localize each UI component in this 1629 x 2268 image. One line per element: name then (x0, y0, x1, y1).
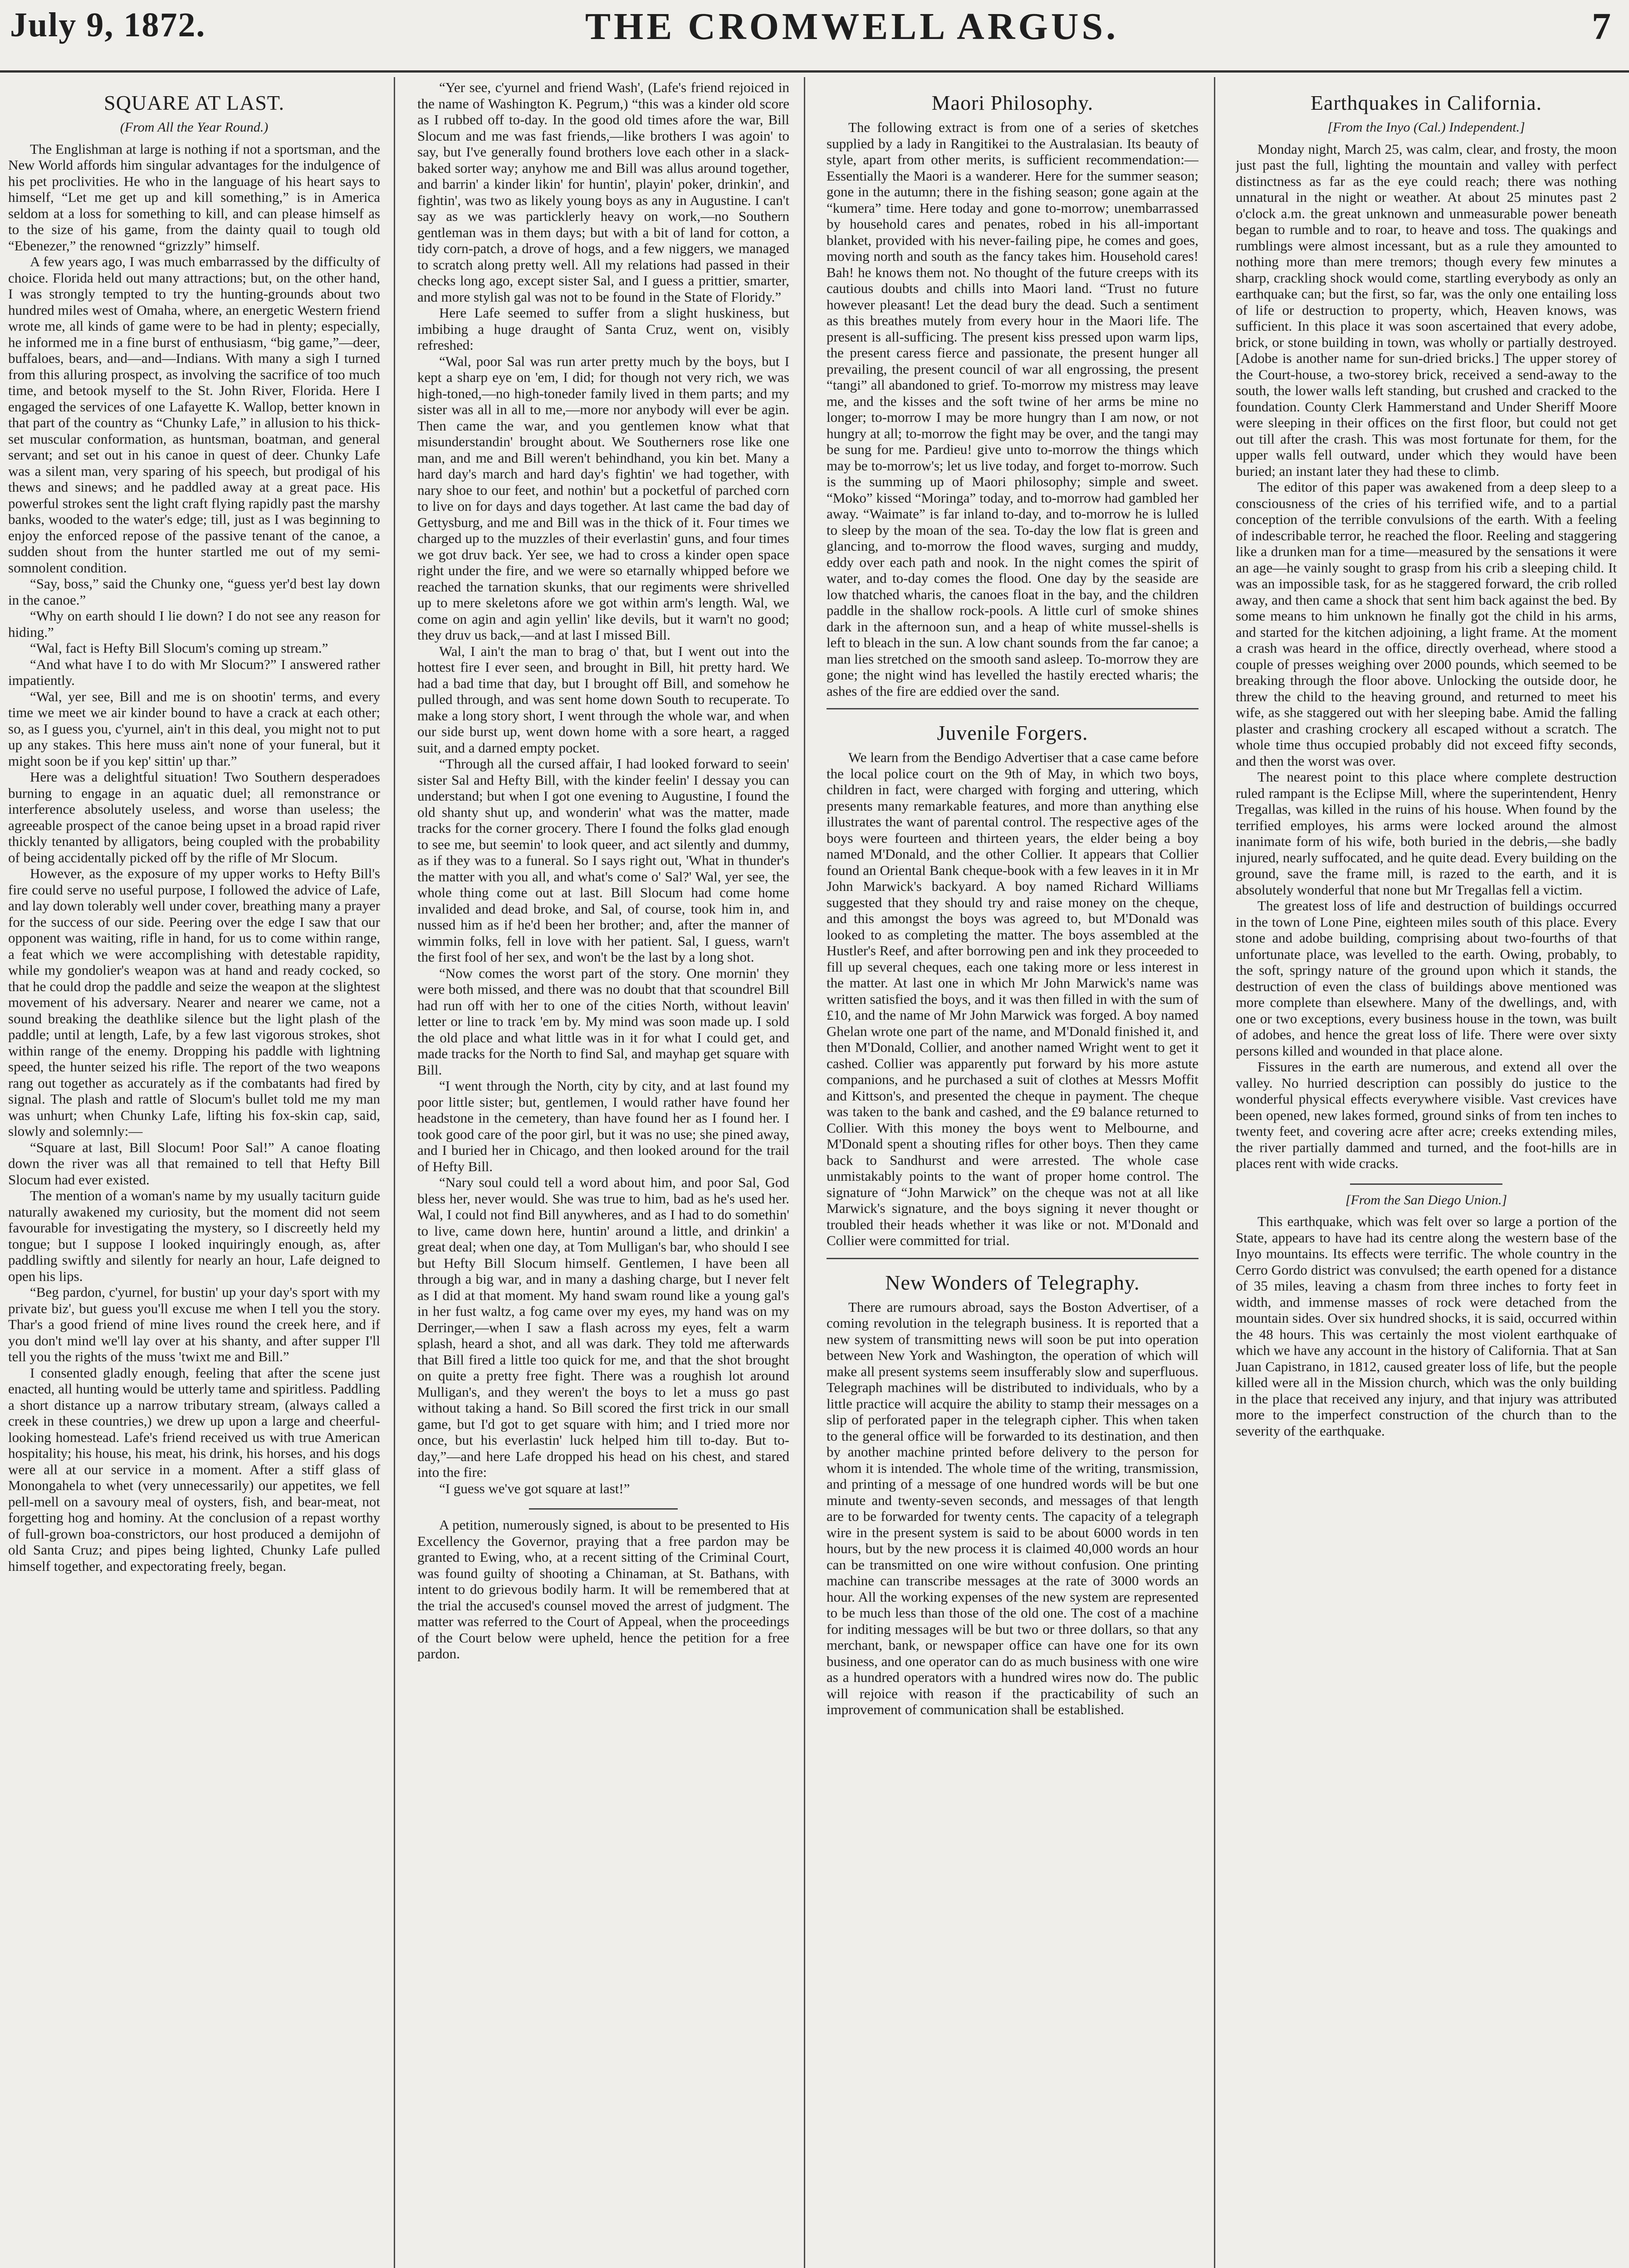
paragraph: A few years ago, I was much embarrassed by the difficulty of choice. Florida held out many attractions; but, on the other hand, I was strongly tempted to try the hunting-grounds about two hundred miles west of Omaha, where, an energetic Western friend wrote me, all kinds of game were to be had in plenty; especially, he informed me in a fine burst of enthusiasm, “big game,”—deer, buffaloes, bears, and—and—Indians. With many a sigh I turned from this alluring prospect, as involving the sacrifice of too much time, and betook myself to the St. John River, Florida. Here I engaged the services of one Lafayette K. Wallop, better known in that part of the country as “Chunky Lafe,” in allusion to his thick-set muscular conformation, as huntsman, boatman, and general servant; and set out in his canoe in quest of deer. Chunky Lafe was a silent man, very sparing of his speech, but prodigal of his thews and sinews; and he paddled away at a great pace. His powerful strokes sent the light craft flying rapidly past the marshy banks, wooded to the water's edge; till, just as I was beginning to enjoy the enforced repose of the passive tenant of the canoe, a sudden shout from the hunter startled me out of my semi-somnolent condition. (8, 254, 380, 576)
article-divider (827, 1258, 1199, 1259)
paragraph: “Say, boss,” said the Chunky one, “guess yer'd best lay down in the canoe.” (8, 576, 380, 608)
paragraph: “Yer see, c'yurnel and friend Wash', (Lafe's friend rejoiced in the name of Washington K. Pegrum,) “this was a kinder old score as I rubbed off to-day. In the good old times afore the war, Bill Slocum and me was fast friends,—like brothers I was agoin' to say, but I've generally found brothers love each other in a slack-baked sorter way; anyhow me and Bill was allus around together, and barrin' a kinder likin' for huntin', playin' poker, drinkin', and fightin', was two as likely young boys as any in Augustine. I can't say as we was particklerly heavy on work,—no Southern gentleman was in them days; but with a bit of land for cotton, a tidy corn-patch, a drove of hogs, and a few niggers, we managed to scratch along pretty well. All my relations had passed in their checks long ago, except sister Sal, and I guess a prittier, smarter, and more stylish gal was not to be found in the State of Floridy.” (417, 79, 789, 305)
page-number: 7 (1592, 5, 1611, 48)
paragraph: A petition, numerously signed, is about to be presented to His Excellency the Governor, praying that a free pardon may be granted to Ewing, who, at a recent sitting of the Criminal Court, was found guilty of shooting a Chinaman, at St. Bathans, with intent to do grievous bodily harm. It will be remembered that at the trial the accused's counsel moved the arrest of judgment. The matter was referred to the Court of Appeal, when the proceedings of the Court below were upheld, hence the petition for a free pardon. (417, 1517, 789, 1662)
paragraph: “I guess we've got square at last!” (439, 1480, 630, 1496)
article-title-juvenile-forgers: Juvenile Forgers. (937, 721, 1088, 744)
paragraph: The Englishman at large is nothing if not a sportsman, and the New World affords him singular advantages for the indulgence of his pet proclivities. He who in the language of his heart says to himself, “Let me get up and kill something,” is in America seldom at a loss for something to kill, and can please himself as to the size of his game, from the dainty quail to tough old “Ebenezer,” the renowned “grizzly” himself. (8, 141, 380, 254)
article-title-maori-philosophy: Maori Philosophy. (931, 91, 1094, 114)
column-1 (8, 79, 380, 2268)
paragraph: “Wal, poor Sal was run arter pretty much by the boys, but I kept a sharp eye on 'em, I did; for though not very rich, we was high-toned,—no high-toneder family lived in them parts; and my sister was all in all to me,—more nor anybody will ever be agin. Then came the war, and you gentlemen know what that misunderstandin' brought about. We Southerners rose like one man, and me and Bill weren't behindhand, you kin bet. Many a hard day's march and hard day's fightin' we had together, with nary shoe to our feet, and nothin' but a pocketful of parched corn to live on for days and days together. At last came the bad day of Gettysburg, and me and Bill was in the thick of it. Four times we charged up to the muzzles of their everlastin' guns, and four times we got druv back. Yer see, we had to cross a kinder open space right under the fire, and we were so etarnally whipped before we reached the tarnation skunks, that our regiments were shrivelled up to mere skeletons afore we got within arm's length. Wal, we come on agin and agin yellin' like devils, but it warn't no good; they druv us back,—and at last I missed Bill. (417, 353, 789, 643)
article-title-new-wonders-of-telegraphy: New Wonders of Telegraphy. (885, 1271, 1140, 1294)
issue-date: July 9, 1872. (10, 6, 206, 44)
paragraph: Here was a delightful situation! Two Southern desperadoes burning to engage in an aquatic duel; all remonstrance or interference absolutely useless, and worse than useless; the agreeable prospect of the canoe being upset in a broad rapid river thickly tenanted by alligators, being coupled with the probability of being accidentally picked off by the rifle of Mr Slocum. (8, 769, 380, 865)
column-divider (804, 77, 805, 2268)
masthead-rule (0, 70, 1629, 73)
article-source: (From All the Year Round.) (120, 120, 269, 135)
paragraph: This earthquake, which was felt over so large a portion of the State, appears to have had its centre along the western base of the Inyo mountains. Its effects were terrific. The whole country in the Cerro Gordo district was convulsed; the earth opened for a distance of 35 miles, leaving a chasm from three inches to forty feet in width, and immense masses of rock were detached from the mountain sides. Over six hundred shocks, it is said, occurred within the 48 hours. This was certainly the most violent earthquake of which we have any account in the history of California. That at San Juan Capistrano, in 1812, caused greater loss of life, but the people killed were all in the Mission church, which was the only building in the place that received any injury, and that injury was attributed more to the imperfect construction of the church than to the severity of the earthquake. (1236, 1213, 1617, 1439)
paragraph: The nearest point to this place where complete destruction ruled rampant is the Eclipse Mill, where the superintendent, Henry Tregallas, was killed in the ruins of his house. When found by the terrified employes, his arms were locked around the almost inanimate form of his wife, both buried in the debris,—she badly injured, nearly suffocated, and he quite dead. Every building on the ground, save the frame mill, is razed to the earth, and it is absolutely wonderful that none but Mr Tregallas fell a victim. (1236, 769, 1617, 898)
paragraph: “And what have I to do with Mr Slocum?” I answered rather impatiently. (8, 656, 380, 688)
masthead (0, 0, 1629, 82)
column-4 (1236, 79, 1617, 2268)
newspaper-title: THE CROMWELL ARGUS. (585, 5, 1119, 48)
paragraph: Fissures in the earth are numerous, and extend all over the valley. No hurried description can possibly do justice to the wonderful physical effects everywhere visible. Vast crevices have been opened, new lakes formed, ground sinks of from ten inches to twenty feet, and covering acre after acre; creeks extending miles, the river partially dammed and turned, and the foot-hills are in places rent with wide cracks. (1236, 1059, 1617, 1171)
article-title-earthquakes-in-california: Earthquakes in California. (1310, 91, 1542, 114)
paragraph: However, as the exposure of my upper works to Hefty Bill's fire could serve no useful purpose, I followed the advice of Lafe, and lay down tolerably well under cover, breathing many a prayer for the success of our side. Peering over the edge I saw that our opponent was waiting, rifle in hand, for us to come within range, a feat which we were accomplishing with detestable rapidity, while my gondolier's weapon was at hand and ready cocked, so that he could drop the paddle and seize the weapon at the slightest movement of his adversary. Nearer and nearer we came, not a sound breaking the deathlike silence but the light plash of the paddle; until at length, Lafe, by a few last vigorous strokes, shot within range of the enemy. Dropping his paddle with lightning speed, the hunter seized his rifle. The report of the two weapons rang out together as accurately as if the combatants had fired by signal. The plash and rattle of Slocum's bullet told me my man was unhurt; when Chunky Lafe, lifting his fox-skin cap, said, slowly and solemnly:— (8, 865, 380, 1139)
paragraph: “Why on earth should I lie down? I do not see any reason for hiding.” (8, 608, 380, 640)
column-3 (827, 79, 1199, 2268)
paragraph: The editor of this paper was awakened from a deep sleep to a consciousness of the cries of his terrified wife, and to a partial conception of the terrible convulsions of the earth. With a feeling of indescribable terror, he reached the floor. Reeling and staggering like a drunken man for a time—measured by the sensations it were an age—he vainly sought to grasp from his crib a sleeping child. It was an impossible task, for as he staggered forward, the crib rolled away, and then came a shock that sent him back against the bed. By some means to him unknown he finally got the child in his arms, and started for the kitchen adjoining, a light frame. At the moment a crash was heard in the office, directly overhead, where stood a couple of presses weighing over 2000 pounds, which seemed to be breaking through the floor above. Unlocking the outside door, he threw the child to the heaving ground, and returned to meet his wife, as she staggered out with her sleeping babe. Amid the falling plaster and crashing crockery all escaped without a scratch. The whole time thus occupied probably did not exceed fifty seconds, and then the worst was over. (1236, 479, 1617, 769)
paragraph: “Nary soul could tell a word about him, and poor Sal, God bless her, never would. She was true to him, bad as he's used her. Wal, I could not find Bill anywheres, and as I had to do somethin' to live, came down here, huntin' around a little, and drinkin' a great deal; when one day, at Tom Mulligan's bar, who should I see but Hefty Bill Slocum himself. Gentlemen, I have been all through a big war, and in many a dashing charge, but I never felt as I did at that moment. My hand swam round like a young gal's in her fust waltz, a fog came over my eyes, my hand was on my Derringer,—when I saw a flash across my eyes, felt a warm splash, heard a shot, and all was dark. They told me afterwards that Bill fired a little too quick for me, and that the shot brought on quite a pretty free fight. There was a roughish lot around Mulligan's, and they weren't the boys to let a muss go past without taking a hand. So Bill scored the first trick in our small game, but I'd got to get square with him; and I tried more nor once, but his everlastin' luck helped him till to-day. But to-day,”—and here Lafe dropped his head on his chest, and stared into the fire: (417, 1174, 789, 1480)
paragraph: “Now comes the worst part of the story. One mornin' they were both missed, and there was no doubt that that scoundrel Bill had run off with her to one of the cities North, without leavin' letter or line to track 'em by. My mind was soon made up. I sold the old place and what little was in it for what I could get, and made tracks for the North to find Sal, and mayhap get square with Bill. (417, 965, 789, 1078)
article-source: [From the Inyo (Cal.) Independent.] (1327, 120, 1525, 135)
article-source: [From the San Diego Union.] (1345, 1192, 1507, 1207)
paragraph: “I went through the North, city by city, and at last found my poor little sister; but, gentlemen, I would rather have found her headstone in the cemetery, than have found her as I found her. I took good care of the poor girl, but it was no use; she pined away, and I buried her in Chicago, and then looked around for the trail of Hefty Bill. (417, 1078, 789, 1174)
paragraph: There are rumours abroad, says the Boston Advertiser, of a coming revolution in the telegraph business. It is reported that a new system of transmitting news will soon be put into operation between New York and Washington, the operation of which will make all present systems seem insufferably slow and superfluous. Telegraph machines will be distributed to individuals, who by a little practice will acquire the ability to stamp their messages on a slip of perforated paper in the telegraph cipher. This when taken to the general office will be forwarded to its destination, and then by another machine printed before delivery to the person for whom it is intended. The whole time of the writing, transmission, and printing of a message of one hundred words will be but one minute and twenty-seven seconds, and messages of that length are to be forwarded for twenty cents. The capacity of a telegraph wire in the present system is said to be about 6000 words in ten hours, but by the new process it is claimed 40,000 words an hour can be transmitted on one wire without confusion. One printing machine can transcribe messages at the rate of 3000 words an hour. All the working expenses of the new system are represented to be much less than those of the old one. The cost of a machine for inditing messages will be but two or three dollars, so that any merchant, bank, or newspaper office can have one for its own business, and one operator can do as much business with one wire as a hundred operators with a hundred wires now do. The public will rejoice with reason if the practicability of such an improvement of communication shall be established. (827, 1299, 1199, 1717)
paragraph: The greatest loss of life and destruction of buildings occurred in the town of Lone Pine, eighteen miles south of this place. Every stone and adobe building, comprising about two-fourths of that unfortunate place, was levelled to the earth. Owing, probably, to the soft, springy nature of the ground upon which it stands, the destruction of even the class of buildings above mentioned was more complete than elsewhere. Many of the dwellings, and, with one or two exceptions, every business house in the town, was built of adobes, and hence the great loss of life. There were over sixty persons killed and wounded in that place alone. (1236, 898, 1617, 1059)
paragraph: “Wal, fact is Hefty Bill Slocum's coming up stream.” (30, 640, 328, 656)
column-divider (1214, 77, 1215, 2268)
column-divider (394, 77, 395, 2268)
paragraph: Here Lafe seemed to suffer from a slight huskiness, but imbibing a huge draught of Santa Cruz, went on, visibly refreshed: (417, 305, 789, 353)
paragraph: The mention of a woman's name by my usually taciturn guide naturally awakened my curiosity, but the moment did not seem favourable for investigating the mystery, so I discreetly held my tongue; but I suppose I looked inquiringly enough, as, after paddling swiftly and silently for nearly an hour, Lafe deigned to open his lips. (8, 1188, 380, 1284)
paragraph: I consented gladly enough, feeling that after the scene just enacted, all hunting would be utterly tame and spiritless. Paddling a short distance up a narrow tributary stream, (always called a creek in these countries,) we drew up upon a large and cheerful-looking homestead. Lafe's friend received us with true American hospitality; his house, his meat, his drink, his horses, and his dogs were all at our service in a moment. After a stiff glass of Monongahela to whet (very unnecessarily) our appetites, we fell pell-mell on a savoury meal of oysters, fish, and bear-meat, not forgetting hog and hominy. At the conclusion of a repast worthy of full-grown boa-constrictors, our host produced a demijohn of old Santa Cruz; and pipes being lighted, Chunky Lafe pulled himself together, and expectorating freely, began. (8, 1364, 380, 1574)
article-divider (529, 1508, 678, 1510)
paragraph: Monday night, March 25, was calm, clear, and frosty, the moon just past the full, lighting the mountain and valley with perfect distinctness as far as the eye could reach; there was nothing unnatural in the night or weather. At about 25 minutes past 2 o'clock a.m. the great unknown and unmeasurable power beneath began to rumble and to roar, to heave and toss. The quakings and rumblings were almost incessant, but as a rule they amounted to nothing more than mere tremors; though every few minutes a sharp, crackling shock would come, startling everybody as only an earthquake can; but the first, so far, was the only one entailing loss of life or destruction to property, which, Heaven knows, was sufficient. In this place it was soon ascertained that every adobe, brick, or stone building in town, was wholly or partially destroyed. [Adobe is another name for sun-dried bricks.] The upper storey of the Court-house, a two-storey brick, received a send-away to the south, the lower walls left standing, but crushed and cracked to the foundation. County Clerk Hammerstand and Under Sheriff Moore were sleeping in their offices on the first floor, but could not get out till after the crash. This was most fortunate for them, for the upper walls fell outward, under which they would have been buried; an instant later they had these to climb. (1236, 141, 1617, 479)
article-divider (827, 708, 1199, 709)
paragraph: We learn from the Bendigo Advertiser that a case came before the local police court on the 9th of May, in which two boys, children in fact, were charged with forging and uttering, which presents many remarkable features, and more than anything else illustrates the want of parental control. The respective ages of the boys were fourteen and thirteen years, the elder being a boy named M'Donald, and the other Collier. It appears that Collier found an Oriental Bank cheque-book with a few leaves in it in Mr John Marwick's backyard. A boy named Richard Williams suggested that they should try and raise money on the cheque, and this amongst the boys was agreed to, but M'Donald was looked to as completing the matter. The boys assembled at the Hustler's Reef, and after borrowing pen and ink they proceeded to fill up several cheques, each one taking more or less interest in the matter. At last one in which Mr John Marwick's name was written satisfied the boys, and it was then filled in with the sum of £10, and the name of Mr John Marwick was forged. A boy named Ghelan wrote one part of the name, and M'Donald finished it, and then M'Donald, Collier, and another named Wright went to get it cashed. Collier was apparently put forward by his more astute companions, and he purchased a suit of clothes at Messrs Moffit and Kittson's, and presented the cheque in payment. The cheque was taken to the bank and cashed, and the £9 balance returned to Collier. With this money the boys went to Melbourne, and M'Donald spent a shouting rifles for other boys. Then they came back to Sandhurst and were arrested. The whole case unmistakably points to the want of proper home control. The signature of “John Marwick” on the cheque was not at all like Marwick's signature, and the boys signing it never thought or troubled their heads whether it was like or not. M'Donald and Collier were committed for trial. (827, 749, 1199, 1248)
paragraph: “Wal, yer see, Bill and me is on shootin' terms, and every time we meet we air kinder bound to have a crack at each other; so, as I guess you, c'yurnel, ain't in this deal, you might not to put up any stakes. This here muss ain't none of your funeral, but it might soon be if you kep' sittin' up thar.” (8, 688, 380, 769)
paragraph: The following extract is from one of a series of sketches supplied by a lady in Rangitikei to the Australasian. Its beauty of style, apart from other merits, is sufficient recommendation:—Essentially the Maori is a wanderer. Here for the summer season; gone in the autumn; there in the fishing season; gone again at the “kumera” time. Here today and gone to-morrow; unembarrassed by household cares and penates, robed in his all-important blanket, provided with his never-failing pipe, he comes and goes, moving north and south as the fancy takes him. Household cares! Bah! he knows them not. No thought of the future creeps with its cautious doubts and chills into Maori land. “Trust no future however pleasant! Let the dead bury the dead. Such a sentiment as this breathes mutely from every hour in the Maori life. The present is all-sufficing. The present kiss pressed upon warm lips, the present caress fierce and passionate, the present hunger all prevailing, the present council of war all engrossing, the present “tangi” all abandoned to grief. To-morrow my mistress may leave me, and the kisses and the soft twine of her arms be mine no longer; to-morrow I may be more hungry than I am now, or not hungry at all; to-morrow the fight may be over, and the tangi may be sung for me. Pardieu! give unto to-morrow the things which may be to-morrow's; let us live today, and forget to-morrow. Such is the summing up of Maori philosophy; simple and sweet. “Moko” kissed “Moringa” today, and to-morrow had gambled her away. “Waimate” is far inland to-day, and to-morrow he is lulled to sleep by the moan of the sea. To-day the low flat is green and glancing, and to-morrow the flood waves, surging and muddy, eddy over each path and nook. In the night comes the spirit of water, and to-day comes the flood. One day by the seaside are low thatched wharis, the canoes float in the bay, and the children paddle in the shallow rock-pools. A little curl of smoke shines dark in the afternoon sun, and a heap of white mussel-shells is left to bleach in the sun. A low chant sounds from the far canoe; a man lies stretched on the smooth sand asleep. To-morrow they are gone; the night wind has levelled the hastily erected wharis; the ashes of the fire are eddied over the sand. (827, 119, 1199, 699)
paragraph: Wal, I ain't the man to brag o' that, but I went out into the hottest fire I ever seen, and brought in Bill, hit pretty hard. We had a bad time that day, but I brought off Bill, and somehow he pulled through, and was sent home down South to recuperate. To make a long story short, I went through the whole war, and when our side burst up, went down home with a sore heart, a ragged suit, and a darned empty pocket. (417, 643, 789, 756)
article-divider (1350, 1183, 1502, 1185)
paragraph: “Square at last, Bill Slocum! Poor Sal!” A canoe floating down the river was all that remained to tell that Hefty Bill Slocum had ever existed. (8, 1139, 380, 1188)
column-2 (417, 79, 789, 2268)
paragraph: “Through all the cursed affair, I had looked forward to seein' sister Sal and Hefty Bill, with the kinder feelin' I dessay you can understand; but when I got one evening to Augustine, I found the old shanty shut up, and wonderin' what was the matter, made tracks for the corner grocery. There I found the folks glad enough to see me, but seemin' to look queer, and act silently and dummy, as if they was to a funeral. So I says right out, 'What in thunder's the matter with you all, and what's come o' Sal?' Wal, yer see, the whole thing come out at last. Bill Slocum had come home invalided and dead broke, and Sal, of course, took him in, and nussed him as if he'd been her brother; and, after the manner of wimmin folks, fell in love with her patient. Sal, I guess, warn't the first fool of her sex, and won't be the last by a long shot. (417, 756, 789, 965)
paragraph: “Beg pardon, c'yurnel, for bustin' up your day's sport with my private biz', but guess you'll excuse me when I tell you the story. Thar's a good friend of mine lives round the creek here, and if you don't mind we'll lay over at his shanty, and after supper I'll tell you the rights of the muss 'twixt me and Bill.” (8, 1284, 380, 1364)
article-title-square-at-last: SQUARE AT LAST. (104, 91, 284, 114)
